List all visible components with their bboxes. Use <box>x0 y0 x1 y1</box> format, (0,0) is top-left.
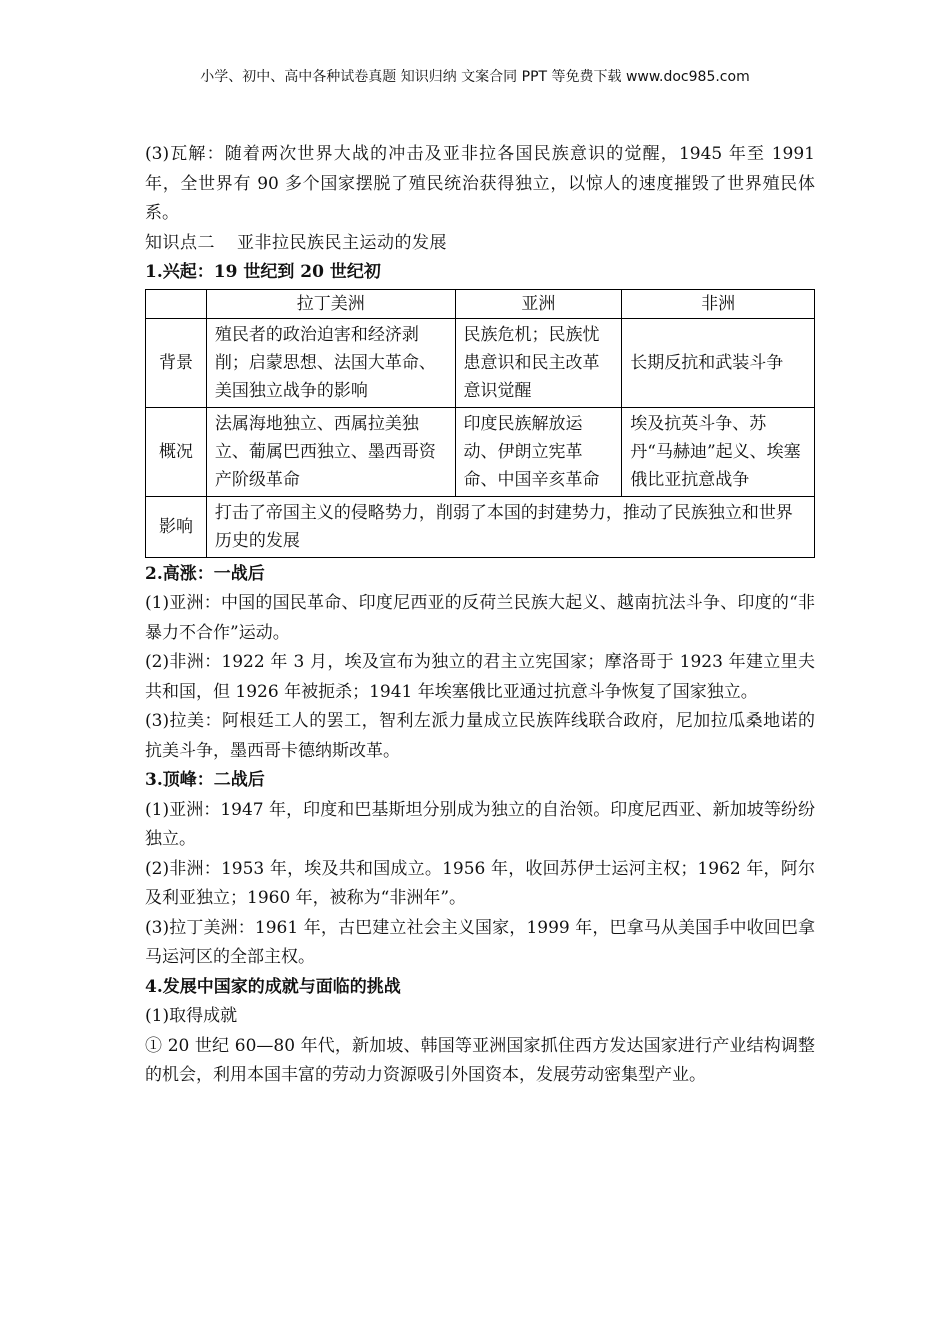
row-label-overview: 概况 <box>146 407 207 496</box>
table-row-overview <box>146 407 815 496</box>
cell-overview-latin-america: 法属海地独立、西属拉美独立、葡属巴西独立、墨西哥资产阶级革命 <box>206 407 455 496</box>
achievement-item: ① 20 世纪 60—80 年代，新加坡、韩国等亚洲国家抓住西方发达国家进行产业结构调整的机会，利用本国丰富的劳动力资源吸引外国资本，发展劳动密集型产业。 <box>145 1035 815 1085</box>
table-corner-cell <box>146 289 207 318</box>
heading-peak: 3.顶峰：二战后 <box>145 770 265 790</box>
peak-item-latin-america: (3)拉丁美洲：1961 年，古巴建立社会主义国家，1999 年，巴拿马从美国手中收回巴拿马运河区的全部主权。 <box>145 917 815 967</box>
intro-paragraph: (3)瓦解：随着两次世界大战的冲击及亚非拉各国民族意识的觉醒，1945 年至 1991 年，全世界有 90 多个国家摆脱了殖民统治获得独立，以惊人的速度摧毁了世界殖民体系。 <box>145 144 815 223</box>
cell-background-asia: 民族危机；民族忧患意识和民主改革意识觉醒 <box>455 318 622 407</box>
section-title: 亚非拉民族民主运动的发展 <box>237 232 447 253</box>
table-header-row <box>146 289 815 318</box>
surge-item-latin-america: (3)拉美：阿根廷工人的罢工，智利左派力量成立民族阵线联合政府，尼加拉瓜桑地诺的抗美斗争，墨西哥卡德纳斯改革。 <box>145 711 815 761</box>
row-label-impact: 影响 <box>146 496 207 557</box>
cell-background-africa: 长期反抗和武装斗争 <box>622 318 815 407</box>
table-header-latin-america: 拉丁美洲 <box>206 289 455 318</box>
table-row-background <box>146 318 815 407</box>
cell-overview-africa: 埃及抗英斗争、苏丹“马赫迪”起义、埃塞俄比亚抗意战争 <box>622 407 815 496</box>
heading-development: 4.发展中国家的成就与面临的挑战 <box>145 976 401 997</box>
peak-item-africa: (2)非洲：1953 年，埃及共和国成立。1956 年，收回苏伊士运河主权；1962 年，阿尔及利亚独立；1960 年，被称为“非洲年”。 <box>145 858 815 908</box>
section-label: 知识点二 <box>145 232 215 253</box>
table-header-africa: 非洲 <box>622 289 815 318</box>
surge-item-africa: (2)非洲：1922 年 3 月，埃及宣布为独立的君主立宪国家；摩洛哥于 1923 年建立里夫共和国，但 1926 年被扼杀；1941 年埃塞俄比亚通过抗意斗争恢复了国家独立。 <box>145 652 815 702</box>
row-label-background: 背景 <box>146 318 207 407</box>
subheading-achievements: (1)取得成就 <box>145 1006 238 1026</box>
table-header-asia: 亚洲 <box>455 289 622 318</box>
comparison-table <box>145 289 815 558</box>
document-body <box>145 140 815 1091</box>
peak-item-asia: (1)亚洲：1947 年，印度和巴基斯坦分别成为独立的自治领。印度尼西亚、新加坡等纷纷独立。 <box>145 799 815 849</box>
section-heading <box>145 229 815 259</box>
cell-background-latin-america: 殖民者的政治迫害和经济剥削；启蒙思想、法国大革命、美国独立战争的影响 <box>206 318 455 407</box>
heading-rise: 1.兴起：19 世纪到 20 世纪初 <box>145 262 381 282</box>
cell-impact-merged: 打击了帝国主义的侵略势力，削弱了本国的封建势力，推动了民族独立和世界历史的发展 <box>206 496 814 557</box>
heading-surge: 2.高涨：一战后 <box>145 563 265 584</box>
table-row-impact <box>146 496 815 557</box>
page-header: 小学、初中、高中各种试卷真题 知识归纳 文案合同 PPT 等免费下载 www.doc985.com <box>200 69 750 85</box>
cell-overview-asia: 印度民族解放运动、伊朗立宪革命、中国辛亥革命 <box>455 407 622 496</box>
surge-item-asia: (1)亚洲：中国的国民革命、印度尼西亚的反荷兰民族大起义、越南抗法斗争、印度的“非暴力不合作”运动。 <box>145 593 815 643</box>
